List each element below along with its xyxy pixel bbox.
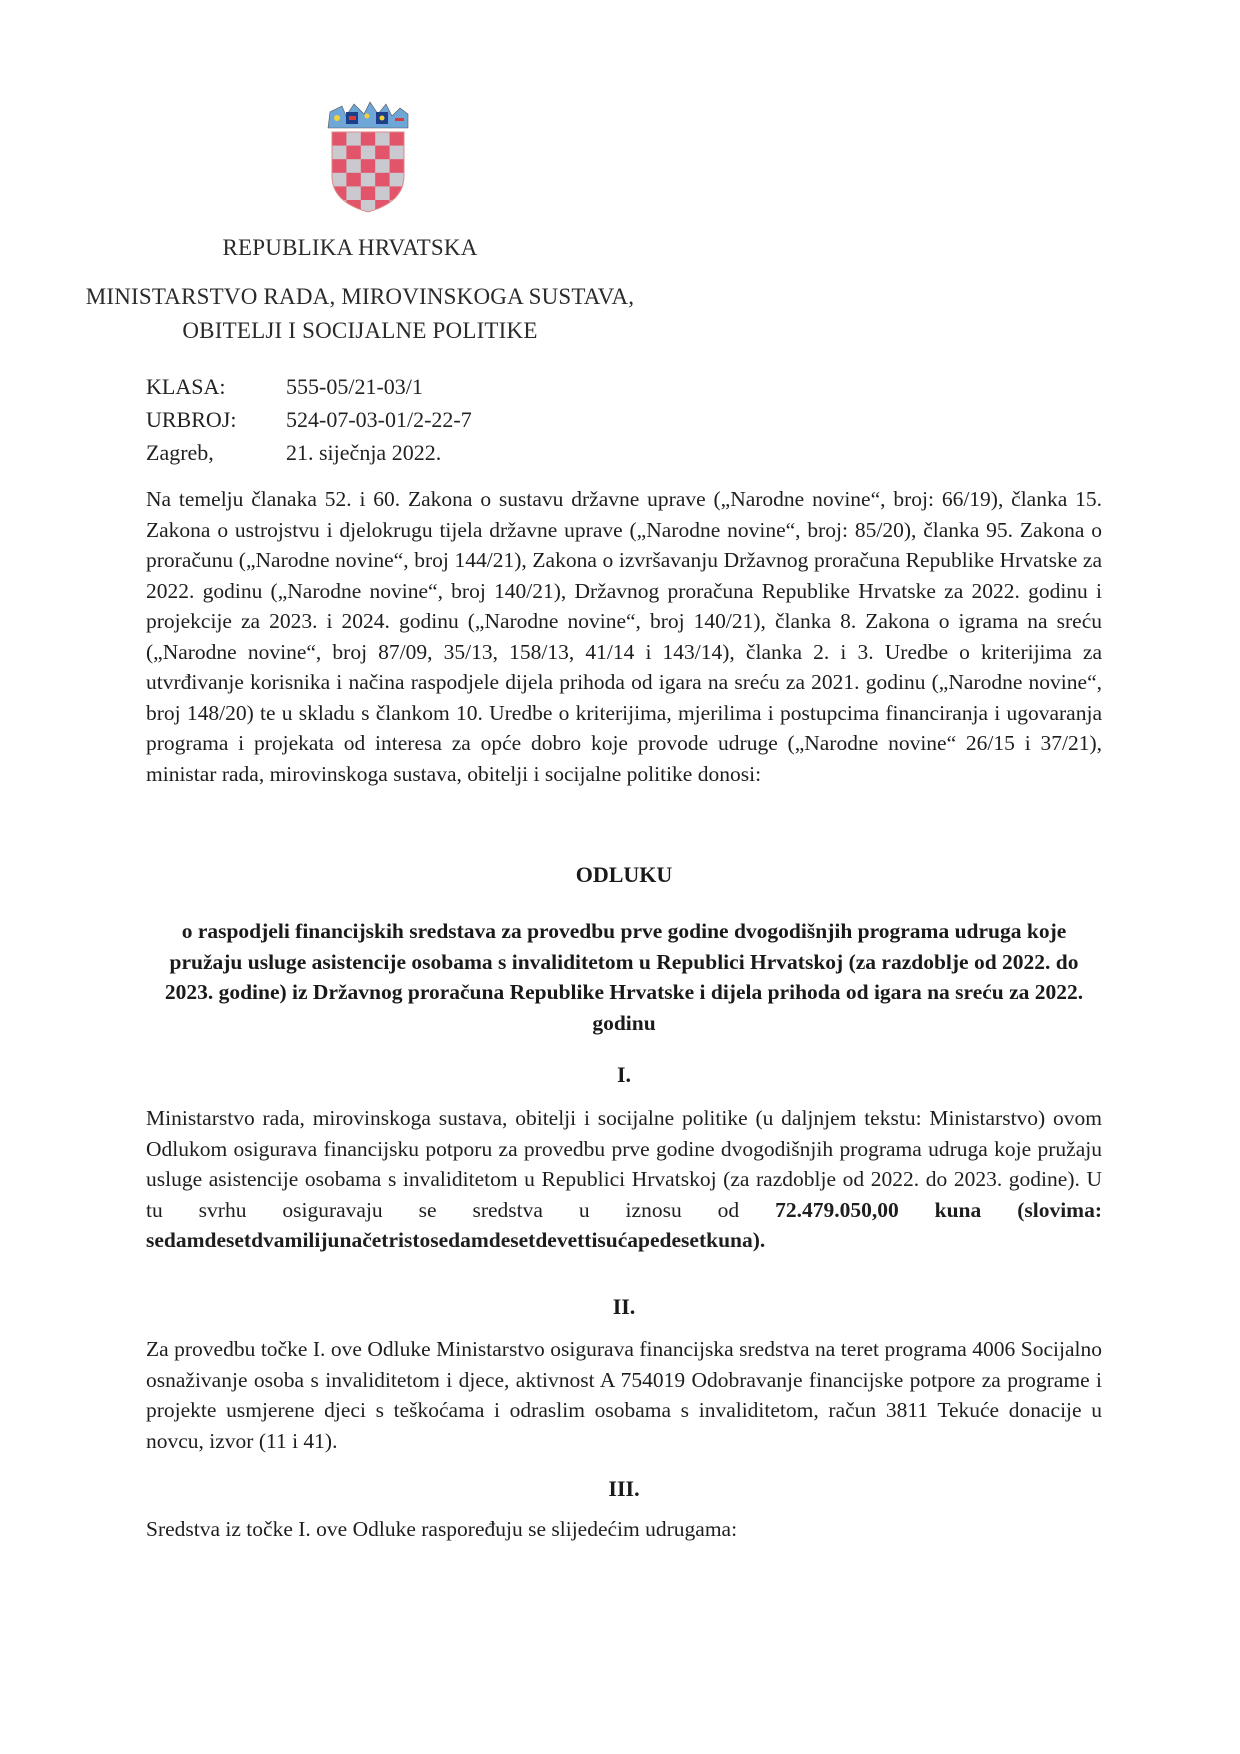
section-1-heading: I.	[616, 1062, 632, 1087]
decision-subtitle: o raspodjeli financijskih sredstava za provedbu prve godine dvogodišnjih programa udruga koje pružaju usluge asistencije osobama s invaliditetom u Republici Hrvatskoj (za razdoblje od 2022. do 2023. godine) iz Državnog proračuna Republike Hrvatske i dijela prihoda od igara na sreću za 2022. godinu	[164, 919, 1084, 1035]
section-1-text: Ministarstvo rada, mirovinskoga sustava, obitelji i socijalne politike (u daljnjem tekstu: Ministarstvo) ovom Odlukom osigurava financijsku potporu za provedbu prve godine dvogodišnjih programa udruga koje pružaju usluge asistencije osobama s invaliditetom u Republici Hrvatskoj (za razdoblje od 2022. do 2023. godine). U tu svrhu osiguravaju se sredstva u iznosu od	[146, 1106, 1102, 1222]
section-3-paragraph: Sredstva iz točke I. ove Odluke raspoređuju se slijedećim udrugama:	[146, 1517, 738, 1541]
urbroj-label: URBROJ:	[146, 407, 237, 432]
section-2-paragraph: Za provedbu točke I. ove Odluke Ministarstvo osigurava financijska sredstva na teret programa 4006 Socijalno osnaživanje osoba s invaliditetom i djece, aktivnost A 754019 Odobravanje financijske potpore za programe i projekte usmjerene djeci s teškoćama i odraslim osobama s invaliditetom, račun 3811 Tekuće donacije u novcu, izvor (11 i 41).	[146, 1337, 1102, 1453]
country-heading: REPUBLIKA HRVATSKA	[222, 235, 478, 260]
ministry-line-1: MINISTARSTVO RADA, MIROVINSKOGA SUSTAVA,	[85, 284, 635, 309]
legal-basis-paragraph: Na temelju članaka 52. i 60. Zakona o sustavu državne uprave („Narodne novine“, broj: 66/19), članka 15. Zakona o ustrojstvu i djelokrugu tijela državne uprave („Narodne novine“, broj: 85/20), članka 95. Zakona o proračunu („Narodne novine“, broj 144/21), Zakona o izvršavanju Državnog proračuna Republike Hrvatske za 2022. godinu („Narodne novine“, broj 140/21), Državnog proračuna Republike Hrvatske za 2022. godinu i projekcije za 2023. i 2024. godinu („Narodne novine“, broj 140/21), članka 8. Zakona o igrama na sreću („Narodne novine“, broj 87/09, 35/13, 158/13, 41/14 i 143/14), članka 2. i 3. Uredbe o kriterijima za utvrđivanje korisnika i načina raspodjele dijela prihoda od igara na sreću za 2021. godinu („Narodne novine“, broj 148/20) te u skladu s člankom 10. Uredbe o kriterijima, mjerilima i postupcima financiranja i ugovaranja programa i projekata od interesa za opće dobro koje provode udruge („Narodne novine“ 26/15 i 37/21), ministar rada, mirovinskoga sustava, obitelji i socijalne politike donosi:	[146, 487, 1102, 786]
klasa-value: 555-05/21-03/1	[286, 374, 423, 399]
coat-of-arms-icon	[320, 98, 415, 216]
ministry-heading	[40, 280, 680, 348]
section-1-paragraph	[146, 1103, 1102, 1256]
place-label: Zagreb,	[146, 440, 214, 465]
klasa-row	[146, 370, 472, 403]
section-3-heading: III.	[608, 1476, 640, 1501]
document-metadata	[146, 370, 472, 469]
section-2-heading: II.	[612, 1294, 636, 1319]
urbroj-value: 524-07-03-01/2-22-7	[286, 407, 472, 432]
ministry-line-2: OBITELJI I SOCIJALNE POLITIKE	[182, 318, 538, 343]
urbroj-row	[146, 403, 472, 436]
section-1-amount: 72.479.050,00 kuna (slovima: sedamdesetdvamilijunačetristosedamdesetdevettisućapedesetkuna).	[146, 1197, 1102, 1252]
date-value: 21. siječnja 2022.	[286, 440, 442, 465]
klasa-label: KLASA:	[146, 374, 226, 399]
decision-title: ODLUKU	[575, 862, 673, 887]
place-date-row	[146, 436, 472, 469]
